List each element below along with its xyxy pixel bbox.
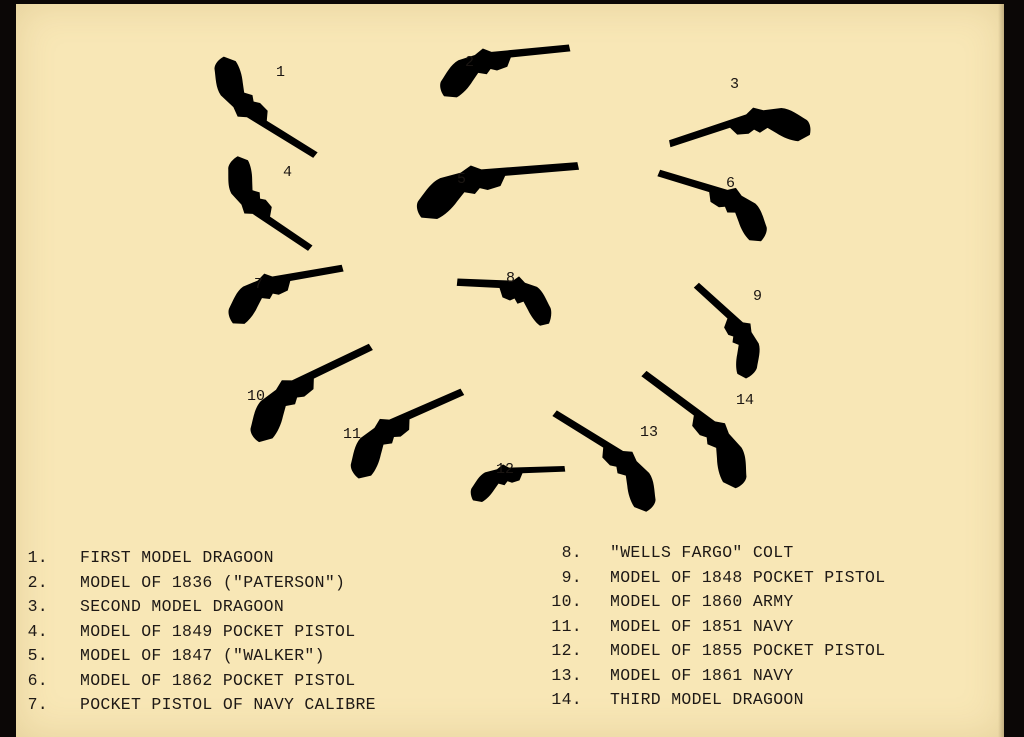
diagram-number-10: 10: [247, 388, 266, 405]
diagram-number-3: 3: [730, 76, 740, 93]
diagram-number-11: 11: [343, 426, 362, 443]
legend-item: [24, 669, 376, 694]
legend-item: [540, 566, 885, 591]
legend-item: [24, 571, 376, 596]
legend-item: [540, 615, 885, 640]
legend-label: MODEL OF 1851 NAVY: [610, 616, 794, 636]
legend-label: MODEL OF 1860 ARMY: [610, 592, 794, 611]
legend-number: 6.: [27, 670, 48, 690]
legend-number: 10.: [551, 592, 582, 611]
diagram-number-8: 8: [506, 270, 516, 287]
legend-item: [540, 590, 885, 615]
legend-number: 8.: [561, 543, 582, 562]
diagram-number-1: 1: [276, 64, 286, 81]
legend-label: THIRD MODEL DRAGOON: [610, 690, 804, 709]
legend-item: [24, 595, 376, 620]
legend-item: [540, 541, 885, 566]
legend-number: 14.: [551, 690, 582, 709]
revolver-7: [224, 263, 349, 326]
diagram-number-12: 12: [496, 461, 515, 478]
diagram-number-7: 7: [254, 276, 264, 293]
revolver-5: [415, 160, 581, 220]
legend-number: 3.: [27, 597, 48, 616]
legend-number: 9.: [561, 567, 582, 587]
diagram-number-14: 14: [736, 392, 755, 409]
legend-number: 4.: [27, 621, 48, 641]
legend-label: "WELLS FARGO" COLT: [610, 543, 794, 562]
legend-item: [540, 639, 885, 664]
legend-item: [24, 693, 376, 718]
legend-number: 7.: [27, 695, 48, 714]
legend-right-column: [540, 541, 885, 713]
diagram-number-6: 6: [726, 175, 736, 192]
revolver-2: [438, 42, 573, 98]
legend-label: FIRST MODEL DRAGOON: [80, 548, 274, 567]
legend-number: 1.: [27, 548, 48, 567]
diagram-number-2: 2: [465, 54, 475, 71]
legend-number: 5.: [27, 646, 48, 665]
diagram-number-9: 9: [753, 288, 763, 305]
legend-number: 12.: [551, 641, 582, 660]
legend-label: MODEL OF 1862 POCKET PISTOL: [80, 670, 356, 690]
diagram-number-13: 13: [640, 424, 659, 441]
revolver-1: [199, 53, 337, 160]
legend-label: MODEL OF 1836 ("PATERSON"): [80, 572, 346, 592]
legend-item: [24, 644, 376, 669]
legend-label: MODEL OF 1848 POCKET PISTOL: [610, 567, 886, 587]
diagram-number-labels: [247, 54, 762, 478]
legend-label: POCKET PISTOL OF NAVY CALIBRE: [80, 695, 376, 714]
revolver-12: [471, 464, 566, 502]
legend-label: MODEL OF 1847 ("WALKER"): [80, 646, 325, 665]
diagram-number-5: 5: [457, 171, 467, 188]
legend-item: [540, 664, 885, 689]
legend-number: 11.: [551, 616, 582, 636]
legend-item: [24, 620, 376, 645]
legend-label: MODEL OF 1861 NAVY: [610, 665, 794, 685]
revolver-6: [648, 168, 776, 244]
legend-left-column: [24, 546, 376, 718]
legend-label: MODEL OF 1849 POCKET PISTOL: [80, 621, 356, 641]
legend-label: SECOND MODEL DRAGOON: [80, 597, 285, 616]
revolver-3: [667, 91, 813, 183]
legend-number: 2.: [27, 572, 48, 592]
revolver-4: [212, 153, 333, 253]
legend-label: MODEL OF 1855 POCKET PISTOL: [610, 641, 886, 660]
diagram-number-4: 4: [283, 164, 293, 181]
legend-item: [24, 546, 376, 571]
legend-number: 13.: [551, 665, 582, 685]
revolver-8: [457, 276, 552, 325]
legend-item: [540, 688, 885, 713]
